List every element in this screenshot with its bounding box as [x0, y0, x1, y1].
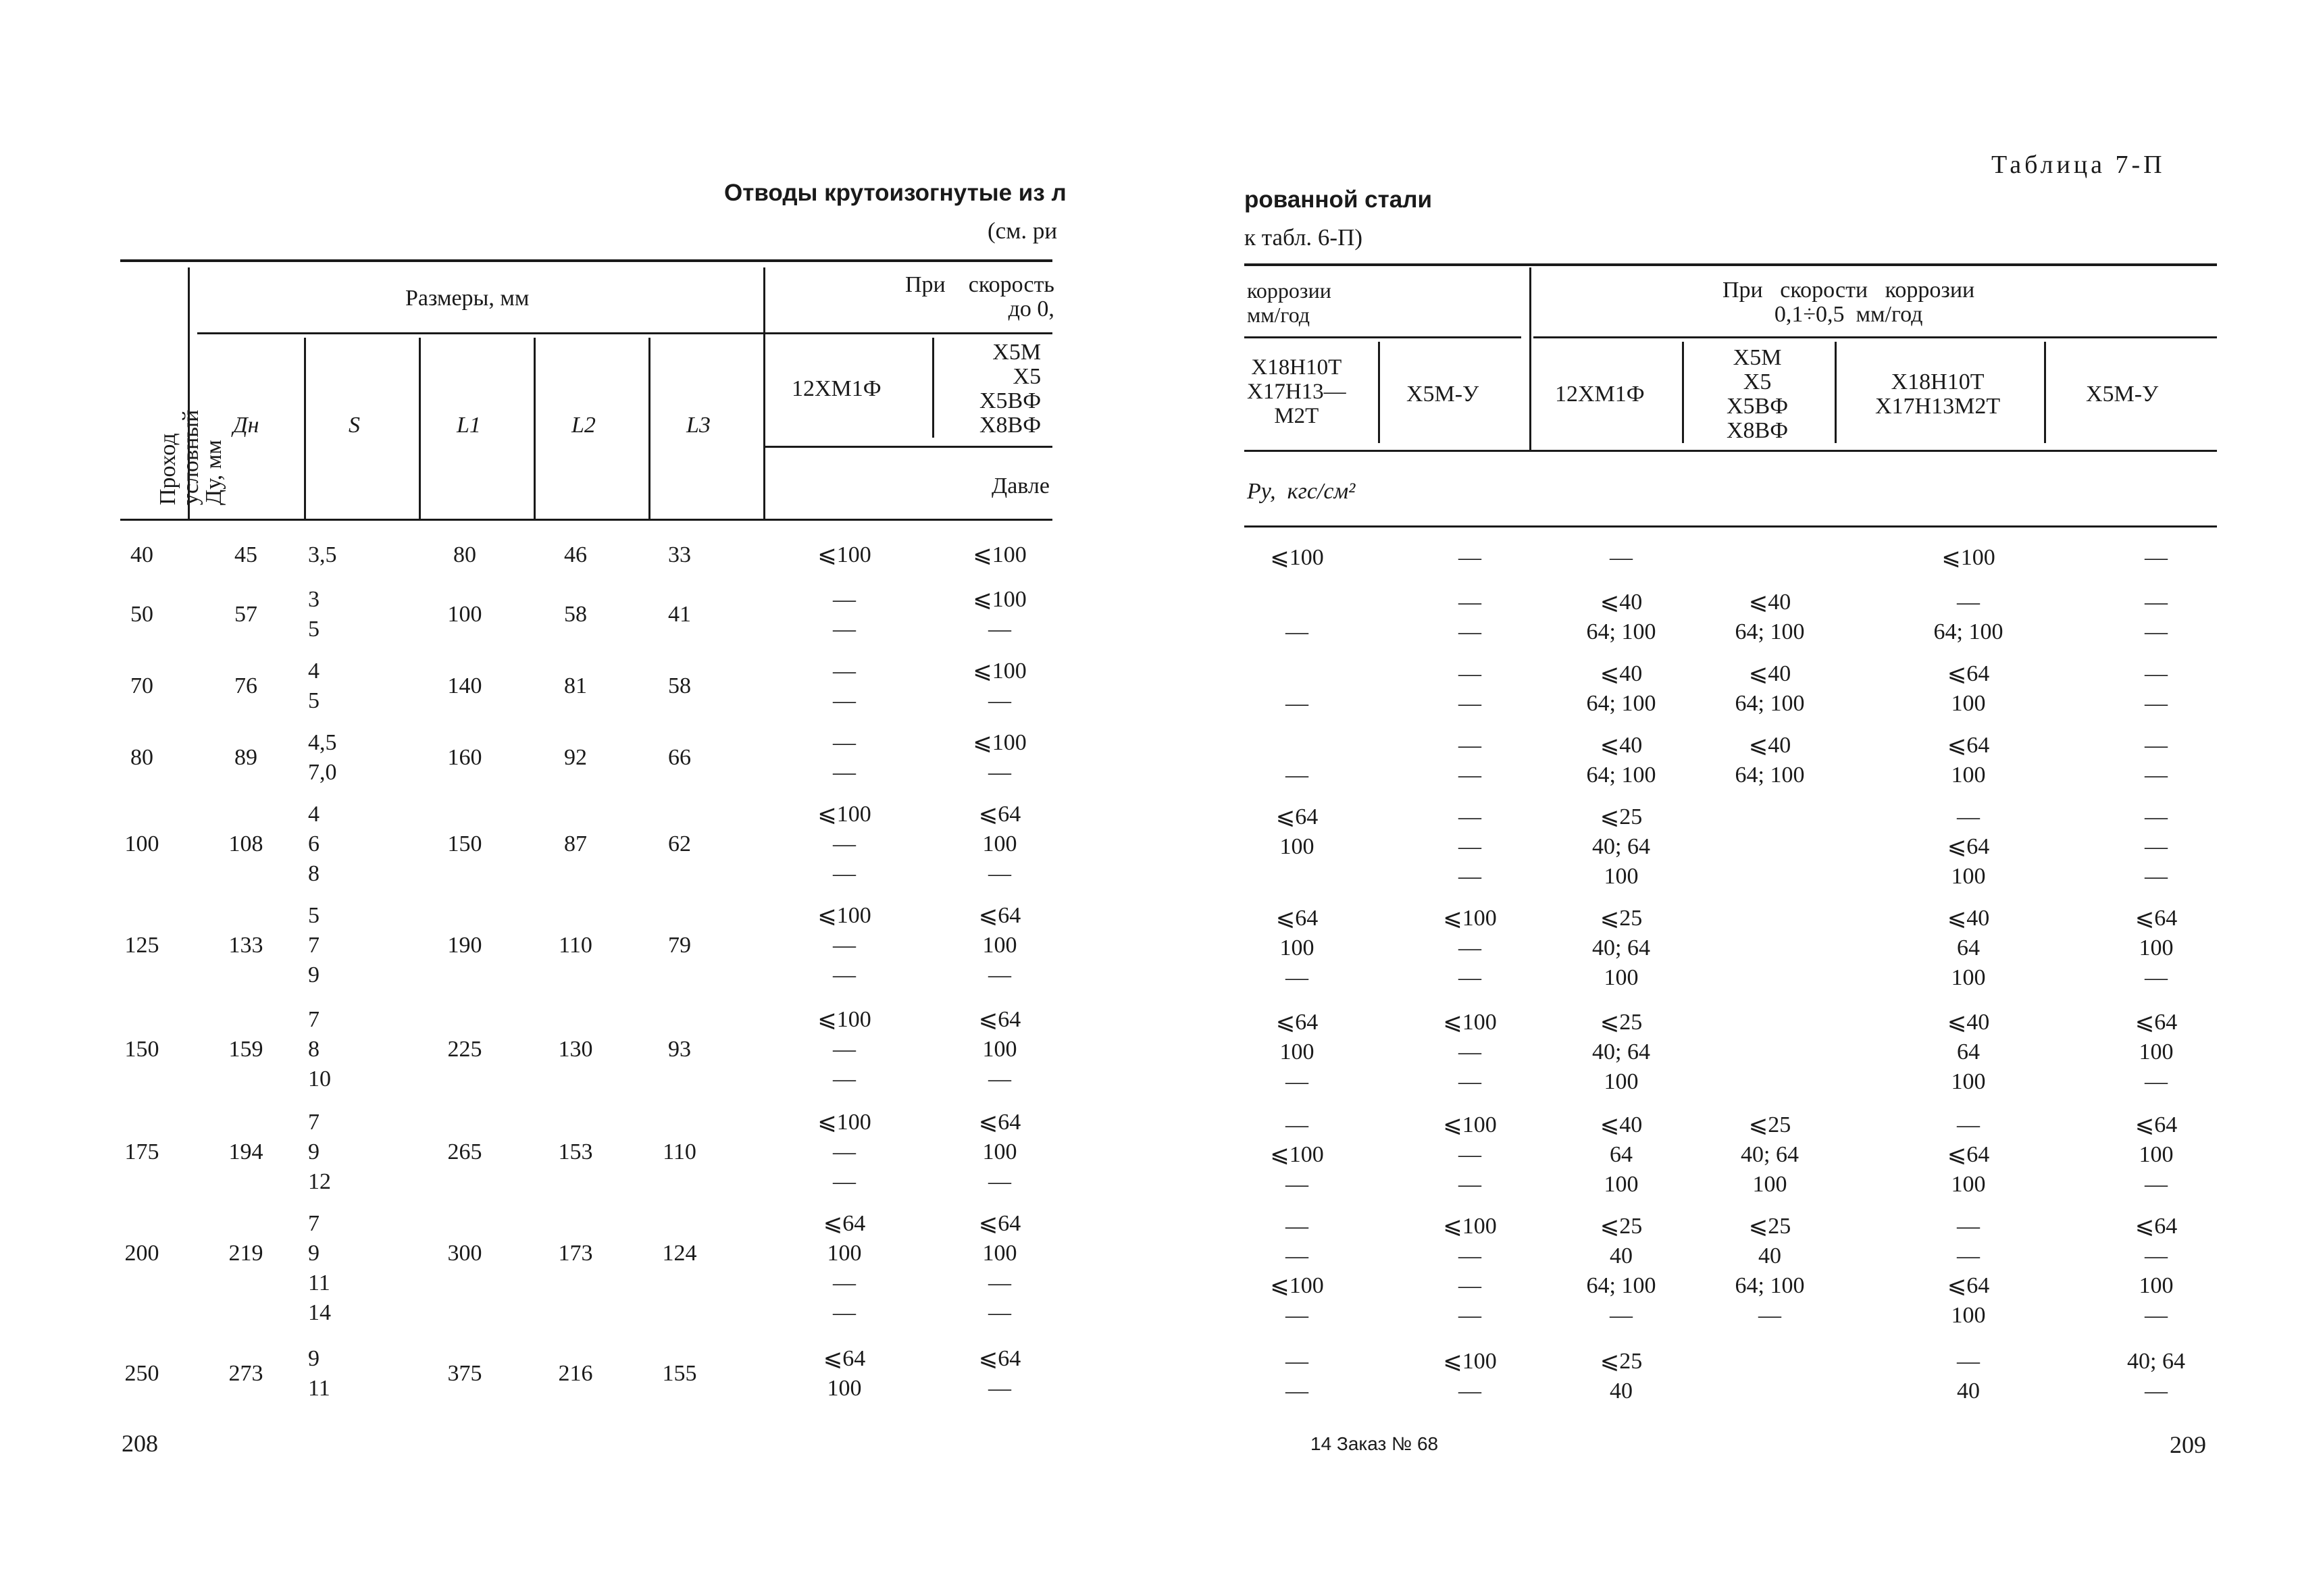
- left-cell-p1: ⩽64 100 — —: [823, 1211, 866, 1325]
- right-cell: — —: [2145, 733, 2168, 788]
- right-cell: ⩽64 — 100 —: [2135, 1214, 2178, 1328]
- left-cell-l1: 375: [447, 1361, 482, 1386]
- left-cell-l3: 79: [668, 933, 691, 958]
- right-cell: ⩽64 100: [1947, 661, 1990, 716]
- left-cell-p1: ⩽100 — —: [817, 802, 871, 886]
- left-cell-du: 150: [124, 1037, 159, 1062]
- left-header-pressure: Давле: [992, 473, 1050, 498]
- left-cell-l2: 153: [558, 1139, 593, 1164]
- left-header-size-col: L3: [686, 413, 711, 438]
- left-cell-du: 200: [124, 1241, 159, 1266]
- left-header-size-col: L1: [457, 413, 481, 438]
- left-cell-dn: 219: [228, 1241, 263, 1266]
- left-cell-s: 9 11: [308, 1346, 330, 1401]
- right-page-number: 209: [2170, 1431, 2206, 1458]
- left-cell-l3: 124: [662, 1241, 697, 1266]
- right-cell: — —: [2145, 661, 2168, 716]
- right-header-col: 12ХМ1Ф: [1555, 382, 1645, 407]
- left-cell-l1: 140: [447, 673, 482, 698]
- left-cell-l3: 155: [662, 1361, 697, 1386]
- left-cell-l2: 87: [564, 831, 587, 856]
- left-col-divider: [763, 267, 765, 519]
- right-cell: ⩽64 100 —: [2135, 1010, 2178, 1094]
- right-cell: — ⩽64 100: [1947, 1112, 1990, 1197]
- right-cell: — —: [2145, 590, 2168, 644]
- left-cell-l1: 150: [447, 831, 482, 856]
- right-table-top-rule: [1244, 263, 2217, 266]
- right-cell: ⩽25 40; 64 100: [1741, 1112, 1799, 1197]
- right-header-bottom-rule: [1244, 525, 2217, 527]
- right-cell: ⩽100 — —: [1443, 906, 1497, 990]
- right-cell: — —: [1285, 1349, 1308, 1404]
- left-header-size-col: S: [349, 413, 360, 438]
- left-col-divider: [534, 338, 536, 519]
- left-title: Отводы крутоизогнутые из л: [724, 180, 1067, 206]
- left-cell-p1: — —: [833, 730, 856, 785]
- left-cell-p2: ⩽64 100 —: [978, 1007, 1021, 1091]
- left-cell-dn: 194: [228, 1139, 263, 1164]
- left-cell-p2: ⩽64 —: [978, 1346, 1021, 1401]
- right-header-col: Х5М Х5 Х5ВФ Х8ВФ: [1727, 345, 1789, 443]
- left-cell-l1: 160: [447, 745, 482, 770]
- right-header-col: Х5М-У: [2086, 382, 2159, 407]
- left-cell-du: 250: [124, 1361, 159, 1386]
- left-cell-p1: — —: [833, 587, 856, 642]
- right-cell: ⩽64 100: [1947, 733, 1990, 788]
- right-col-divider: [1682, 342, 1684, 443]
- left-header-mat1: 12ХМ1Ф: [792, 376, 882, 401]
- left-cell-s: 7 9 12: [308, 1110, 331, 1194]
- left-cell-l1: 100: [447, 602, 482, 627]
- left-cell-l2: 110: [559, 933, 592, 958]
- left-cell-l2: 46: [564, 542, 587, 567]
- right-cell: ⩽40 64 100: [1947, 1010, 1990, 1094]
- right-cell: ⩽64 100 —: [2135, 906, 2178, 990]
- right-cell: — 64; 100: [1933, 590, 2003, 644]
- right-header-corr2: При скорости коррозии 0,1÷0,5 мм/год: [1722, 278, 1975, 327]
- left-cell-dn: 89: [234, 745, 257, 770]
- right-cell: — ⩽64 100: [1947, 804, 1990, 889]
- left-cell-du: 70: [130, 673, 153, 698]
- right-cell: ⩽25 40 64; 100 —: [1735, 1214, 1805, 1328]
- left-page-number: 208: [122, 1430, 158, 1457]
- left-cell-p2: ⩽64 100 —: [978, 903, 1021, 987]
- table-label: Таблица 7-П: [1991, 151, 2166, 179]
- right-col-divider: [1529, 267, 1531, 450]
- left-cell-l2: 173: [558, 1241, 593, 1266]
- left-cell-du: 40: [130, 542, 153, 567]
- left-cell-s: 7 9 11 14: [308, 1211, 331, 1325]
- left-cell-du: 50: [130, 602, 153, 627]
- left-col-divider: [304, 338, 306, 519]
- left-cell-l2: 92: [564, 745, 587, 770]
- left-cell-du: 100: [124, 831, 159, 856]
- right-corr-rule: [1244, 336, 1521, 338]
- right-cell: ⩽25 40; 64 100: [1592, 1010, 1650, 1094]
- right-cell: —: [1285, 691, 1308, 716]
- left-cell-p1: — —: [833, 659, 856, 713]
- right-cell: ⩽100 — — —: [1443, 1214, 1497, 1328]
- left-cell-dn: 159: [228, 1037, 263, 1062]
- left-header-bottom-rule: [120, 519, 1052, 521]
- right-header-col: Х18Н10Т Х17Н13— М2Т: [1247, 355, 1346, 428]
- right-cell: ⩽25 40: [1600, 1349, 1643, 1404]
- left-cell-dn: 108: [228, 831, 263, 856]
- right-header-corr1: коррозии мм/год: [1247, 278, 1331, 327]
- left-speed-rule: [765, 332, 1052, 334]
- right-cell: —: [1285, 619, 1308, 644]
- right-cell: ⩽100 — —: [1443, 1010, 1497, 1094]
- right-cell: ⩽64 100 —: [2135, 1112, 2178, 1197]
- right-cell: — — ⩽64 100: [1947, 1214, 1990, 1328]
- left-col-divider: [419, 338, 421, 519]
- left-cell-l2: 81: [564, 673, 587, 698]
- left-cell-dn: 57: [234, 602, 257, 627]
- right-cell: ⩽25 40 64; 100 —: [1586, 1214, 1656, 1328]
- left-pressure-rule: [765, 446, 1052, 448]
- right-header-pressure: Ру, кгс/см²: [1247, 479, 1356, 504]
- left-cell-p2: ⩽64 100 —: [978, 1110, 1021, 1194]
- left-cell-p1: ⩽100 — —: [817, 903, 871, 987]
- right-col-divider: [1835, 342, 1837, 443]
- left-cell-p1: ⩽100 — —: [817, 1007, 871, 1091]
- right-cell: — —: [1458, 661, 1481, 716]
- right-pressure-rule: [1244, 450, 2217, 452]
- left-cell-p2: ⩽100 —: [973, 659, 1027, 713]
- right-cell: ⩽64 100 —: [1275, 906, 1319, 990]
- left-cell-p2: ⩽64 100 — —: [978, 1211, 1021, 1325]
- left-cell-l3: 66: [668, 745, 691, 770]
- right-cell: — — ⩽100 —: [1270, 1214, 1324, 1328]
- right-cell: — —: [1458, 590, 1481, 644]
- left-sizes-rule: [197, 332, 765, 334]
- left-cell-l3: 33: [668, 542, 691, 567]
- right-cell: 40; 64 —: [2127, 1349, 2185, 1404]
- right-cell: ⩽40 64; 100: [1586, 661, 1656, 716]
- right-cell: ⩽40 64 100: [1600, 1112, 1643, 1197]
- left-cell-l2: 216: [558, 1361, 593, 1386]
- left-cell-l3: 58: [668, 673, 691, 698]
- left-cell-l1: 225: [447, 1037, 482, 1062]
- right-cell: —: [1458, 545, 1481, 570]
- left-cell-dn: 45: [234, 542, 257, 567]
- right-cell: — 40: [1957, 1349, 1980, 1404]
- left-cell-dn: 273: [228, 1361, 263, 1386]
- right-cell: — — —: [2145, 804, 2168, 889]
- right-cell: ⩽40 64; 100: [1586, 590, 1656, 644]
- right-cell: — —: [1458, 733, 1481, 788]
- left-cell-l3: 110: [663, 1139, 696, 1164]
- left-cell-s: 5 7 9: [308, 903, 320, 987]
- left-table-top-rule: [120, 259, 1052, 262]
- right-cell: — ⩽100 —: [1270, 1112, 1324, 1197]
- left-header-du: Проход условный Ду, мм: [155, 409, 226, 505]
- left-cell-s: 3 5: [308, 587, 320, 642]
- left-cell-du: 125: [124, 933, 159, 958]
- left-cell-s: 4,5 7,0: [308, 730, 337, 785]
- right-cell: ⩽25 40; 64 100: [1592, 804, 1650, 889]
- right-cell: ⩽40 64; 100: [1735, 590, 1805, 644]
- right-speed-rule: [1533, 336, 2217, 338]
- right-cell: ⩽40 64; 100: [1735, 661, 1805, 716]
- left-cell-p2: ⩽100: [973, 542, 1027, 567]
- left-cell-l1: 300: [447, 1241, 482, 1266]
- right-cell: ⩽100 — —: [1443, 1112, 1497, 1197]
- left-cell-s: 4 6 8: [308, 802, 320, 886]
- right-col-divider: [2044, 342, 2046, 443]
- left-header-size-col: L2: [571, 413, 596, 438]
- right-cell: —: [1610, 545, 1633, 570]
- left-cell-l1: 190: [447, 933, 482, 958]
- left-cell-du: 80: [130, 745, 153, 770]
- left-header-sizes: Размеры, мм: [405, 286, 530, 311]
- right-header-col: Х18Н10Т Х17Н13М2Т: [1875, 369, 2001, 419]
- left-col-divider: [648, 338, 650, 519]
- right-cell: ⩽40 64; 100: [1735, 733, 1805, 788]
- left-col-divider: [932, 338, 934, 438]
- left-cell-dn: 133: [228, 933, 263, 958]
- right-subtitle: к табл. 6-П): [1244, 224, 1362, 251]
- right-cell: ⩽100: [1941, 545, 1995, 570]
- right-cell: —: [2145, 545, 2168, 570]
- left-cell-s: 3,5: [308, 542, 337, 567]
- left-cell-p1: ⩽100: [817, 542, 871, 567]
- left-cell-l1: 80: [453, 542, 476, 567]
- left-cell-l3: 93: [668, 1037, 691, 1062]
- right-cell: ⩽40 64; 100: [1586, 733, 1656, 788]
- left-cell-l3: 41: [668, 602, 691, 627]
- footer-note: 14 Заказ № 68: [1310, 1433, 1439, 1454]
- left-cell-l3: 62: [668, 831, 691, 856]
- left-cell-p2: ⩽100 —: [973, 587, 1027, 642]
- left-header-size-col: Дн: [233, 413, 259, 438]
- left-cell-p2: ⩽64 100 —: [978, 802, 1021, 886]
- right-cell: ⩽64 100 —: [1275, 1010, 1319, 1094]
- right-title: рованной стали: [1244, 186, 1433, 213]
- right-cell: ⩽40 64 100: [1947, 906, 1990, 990]
- left-cell-l2: 58: [564, 602, 587, 627]
- left-cell-du: 175: [124, 1139, 159, 1164]
- left-subtitle: (см. ри: [988, 217, 1058, 244]
- right-cell: ⩽25 40; 64 100: [1592, 906, 1650, 990]
- left-cell-l1: 265: [447, 1139, 482, 1164]
- right-cell: ⩽64 100: [1275, 804, 1319, 859]
- right-cell: ⩽100 —: [1443, 1349, 1497, 1404]
- right-header-col: Х5М-У: [1406, 382, 1479, 407]
- right-col-divider: [1378, 342, 1380, 443]
- left-cell-s: 7 8 10: [308, 1007, 331, 1091]
- left-cell-dn: 76: [234, 673, 257, 698]
- left-cell-p2: ⩽100 —: [973, 730, 1027, 785]
- left-header-speed: При скорость до 0,: [905, 272, 1054, 321]
- left-header-mat2: Х5М Х5 Х5ВФ Х8ВФ: [979, 340, 1042, 438]
- left-cell-p1: ⩽64 100: [823, 1346, 866, 1401]
- right-cell: ⩽100: [1270, 545, 1324, 570]
- left-cell-l2: 130: [558, 1037, 593, 1062]
- right-cell: —: [1285, 763, 1308, 788]
- right-cell: — — —: [1458, 804, 1481, 889]
- left-cell-s: 4 5: [308, 659, 320, 713]
- left-cell-p1: ⩽100 — —: [817, 1110, 871, 1194]
